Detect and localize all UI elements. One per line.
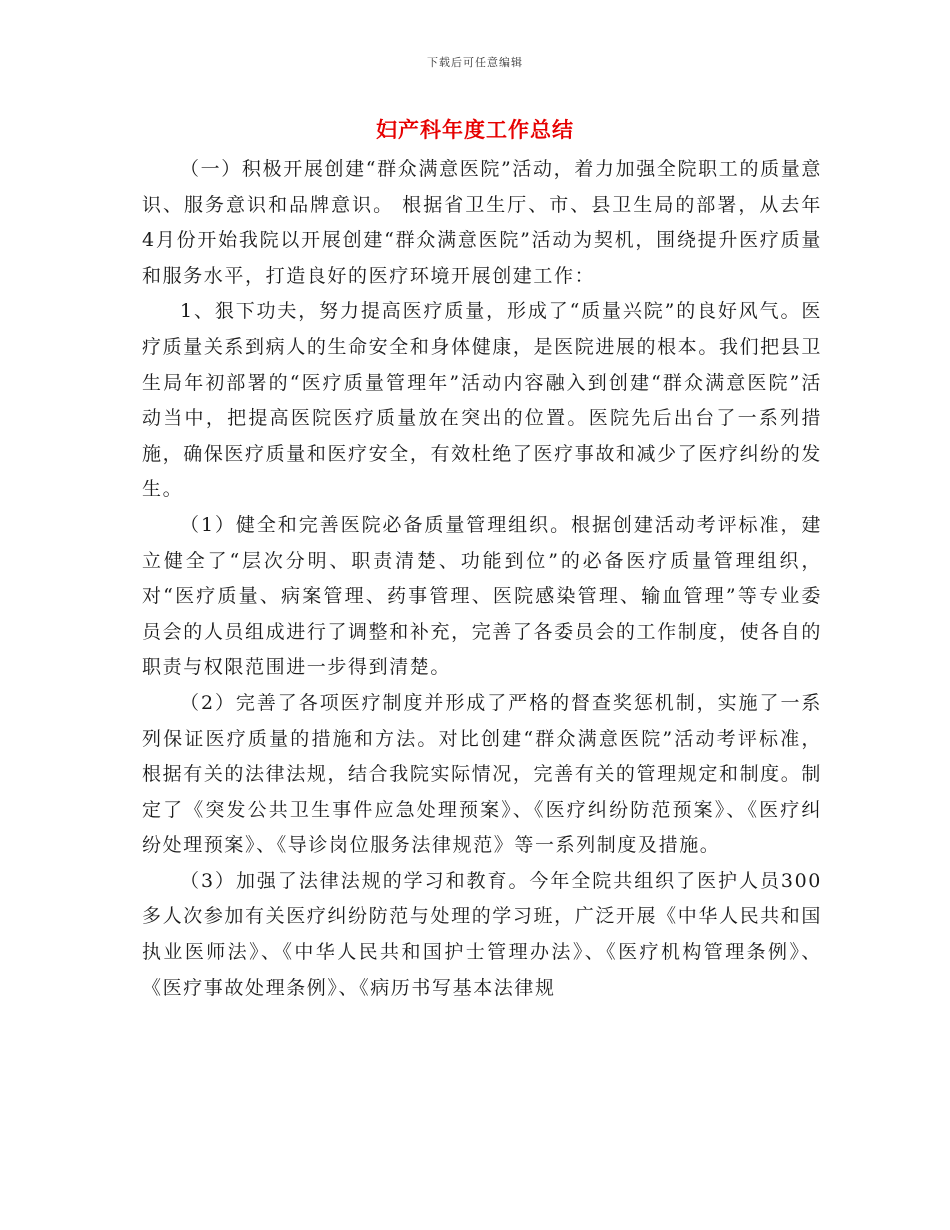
paragraph-subitem-1: （1）健全和完善医院必备质量管理组织。根据创建活动考评标准，建立健全了“层次分明、职责清楚、功能到位”的必备医疗质量管理组织，对“医疗质量、病案管理、药事管理、医院感染管理、输血管理”等专业委员会的人员组成进行了调整和补充，完善了各委员会的工作制度，使各自的职责与权限范围进一步得到清楚。 [142,513,822,679]
paragraph-intro: （一）积极开展创建“群众满意医院”活动，着力加强全院职工的质量意识、服务意识和品牌意识。 根据省卫生厅、市、县卫生局的部署，从去年4月份开始我院以开展创建“群众满意医院”活动为契机，围绕提升医疗质量和服务水平，打造良好的医疗环境开展创建工作： [142,158,822,287]
paragraph-item-1: 1、狠下功夫，努力提高医疗质量，形成了“质量兴院”的良好风气。医疗质量关系到病人的生命安全和身体健康，是医院进展的根本。我们把县卫生局年初部署的“医疗质量管理年”活动内容融入到创建“群众满意医院”活动当中，把提高医院医疗质量放在突出的位置。医院先后出台了一系列措施，确保医疗质量和医疗安全，有效杜绝了医疗事故和减少了医疗纠纷的发生。 [142,300,822,501]
document-title: 妇产科年度工作总结 [376,117,574,142]
paragraph-subitem-2: （2）完善了各项医疗制度并形成了严格的督查奖惩机制，实施了一系列保证医疗质量的措施和方法。对比创建“群众满意医院”活动考评标准，根据有关的法律法规，结合我院实际情况，完善有关的管理规定和制度。制定了《突发公共卫生事件应急处理预案》、《医疗纠纷防范预案》、《医疗纠纷处理预案》、《导诊岗位服务法律规范》等一系列制度及措施。 [142,691,822,857]
document-body [142,152,822,1006]
paragraph-subitem-3: （3）加强了法律法规的学习和教育。今年全院共组织了医护人员300多人次参加有关医疗纠纷防范与处理的学习班，广泛开展《中华人民共和国执业医师法》、《中华人民共和国护士管理办法》、《医疗机构管理条例》、《医疗事故处理条例》、《病历书写基本法律规 [142,869,822,999]
header-note: 下载后可任意编辑 [427,56,523,69]
